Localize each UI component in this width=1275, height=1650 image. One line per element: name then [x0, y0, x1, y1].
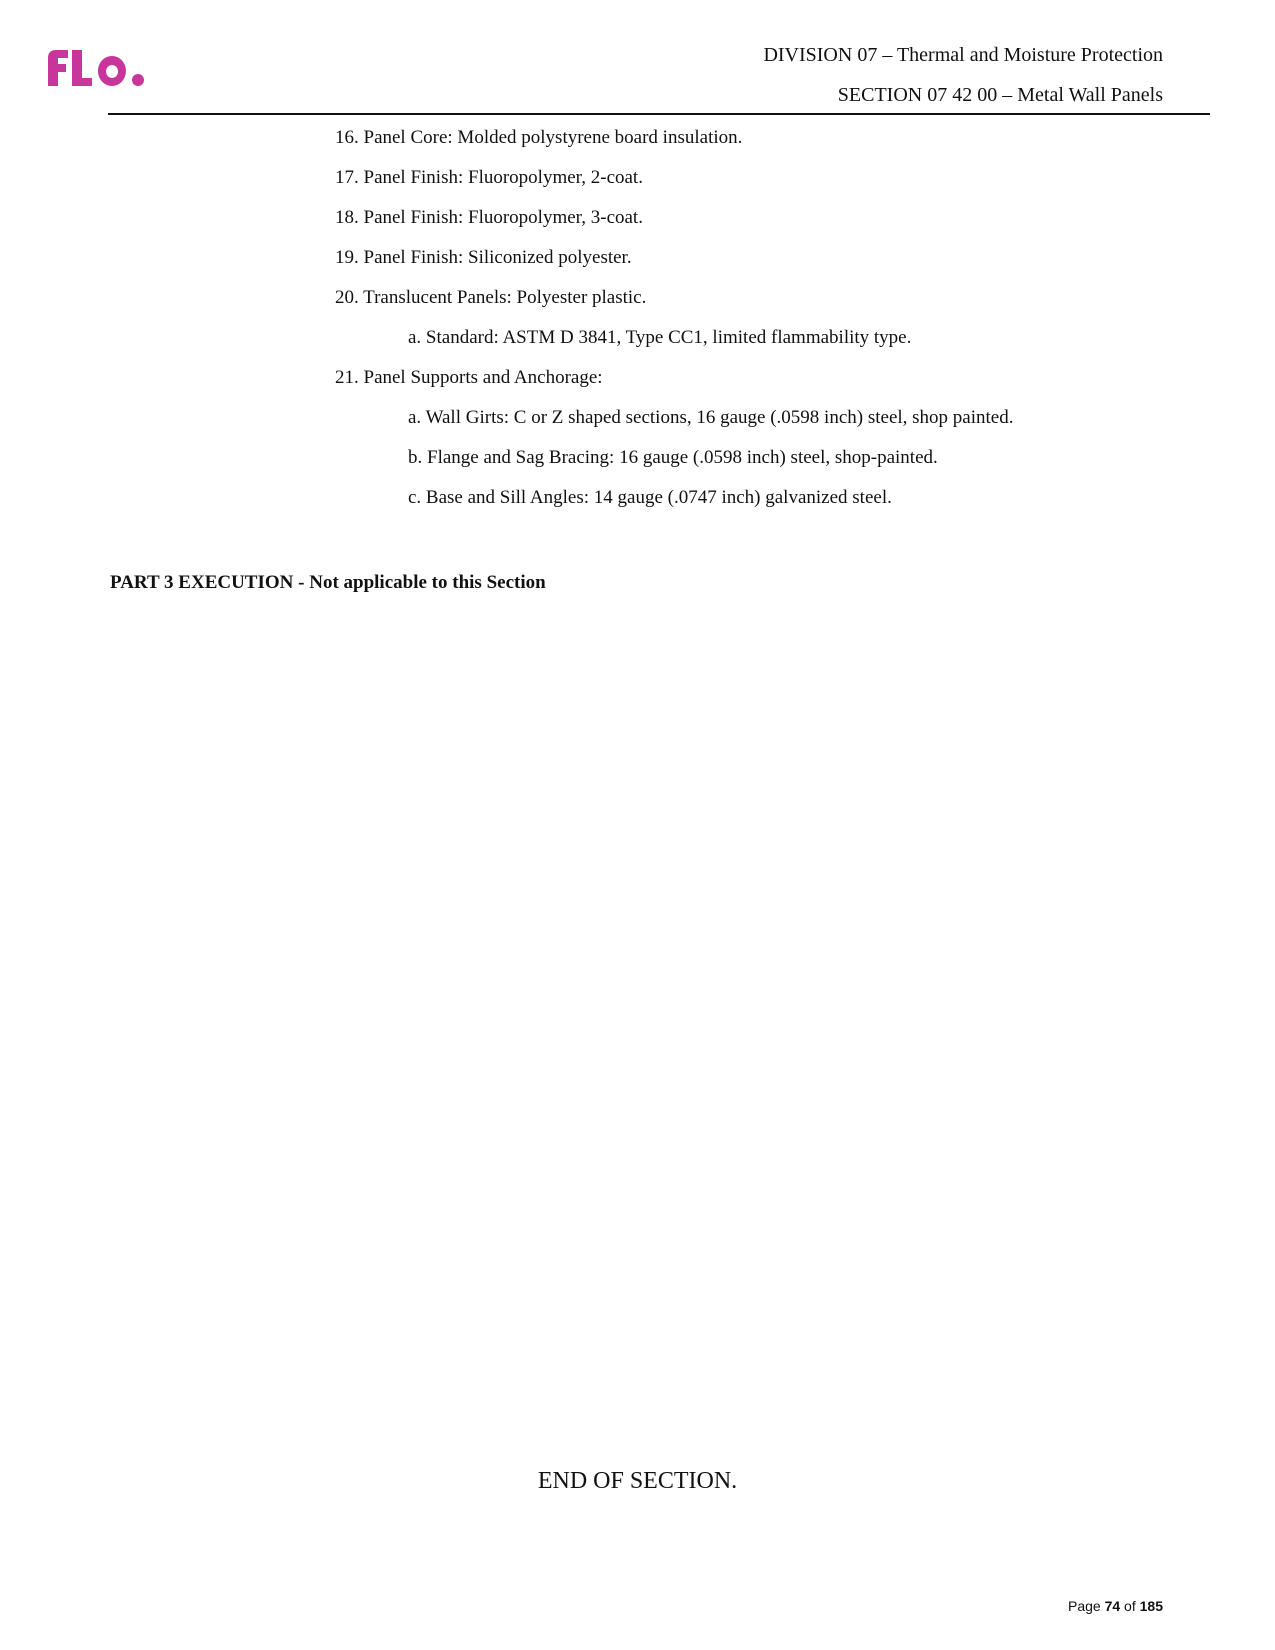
- list-item: 21. Panel Supports and Anchorage:: [335, 367, 603, 388]
- division-title: DIVISION 07 – Thermal and Moisture Protection: [763, 44, 1163, 66]
- flo-logo: [46, 44, 146, 90]
- page-total: 185: [1139, 1598, 1163, 1614]
- list-item: 20. Translucent Panels: Polyester plastic.: [335, 287, 647, 308]
- part3-heading: [110, 572, 546, 594]
- list-subitem: c. Base and Sill Angles: 14 gauge (.0747 inch) galvanized steel.: [408, 487, 892, 508]
- list-subitem: a. Wall Girts: C or Z shaped sections, 16 gauge (.0598 inch) steel, shop painted.: [408, 407, 1014, 428]
- section-title: SECTION 07 42 00 – Metal Wall Panels: [837, 84, 1163, 106]
- page-current: 74: [1104, 1598, 1121, 1614]
- list-item: 17. Panel Finish: Fluoropolymer, 2-coat.: [335, 167, 643, 188]
- page-label: Page: [1068, 1598, 1105, 1614]
- list-item: 18. Panel Finish: Fluoropolymer, 3-coat.: [335, 207, 643, 228]
- list-item: 16. Panel Core: Molded polystyrene board insulation.: [335, 127, 743, 148]
- page-number: [1068, 1598, 1163, 1614]
- list-subitem: a. Standard: ASTM D 3841, Type CC1, limited flammability type.: [408, 327, 912, 348]
- page-of: of: [1120, 1598, 1140, 1614]
- list-item: 19. Panel Finish: Siliconized polyester.: [335, 247, 632, 268]
- part3-note: - Not applicable to this Section: [293, 572, 546, 593]
- part3-title: PART 3 EXECUTION: [110, 572, 294, 593]
- header-divider: [108, 113, 1210, 115]
- end-of-section: END OF SECTION.: [537, 1468, 738, 1494]
- list-subitem: b. Flange and Sag Bracing: 16 gauge (.0598 inch) steel, shop-painted.: [408, 447, 938, 468]
